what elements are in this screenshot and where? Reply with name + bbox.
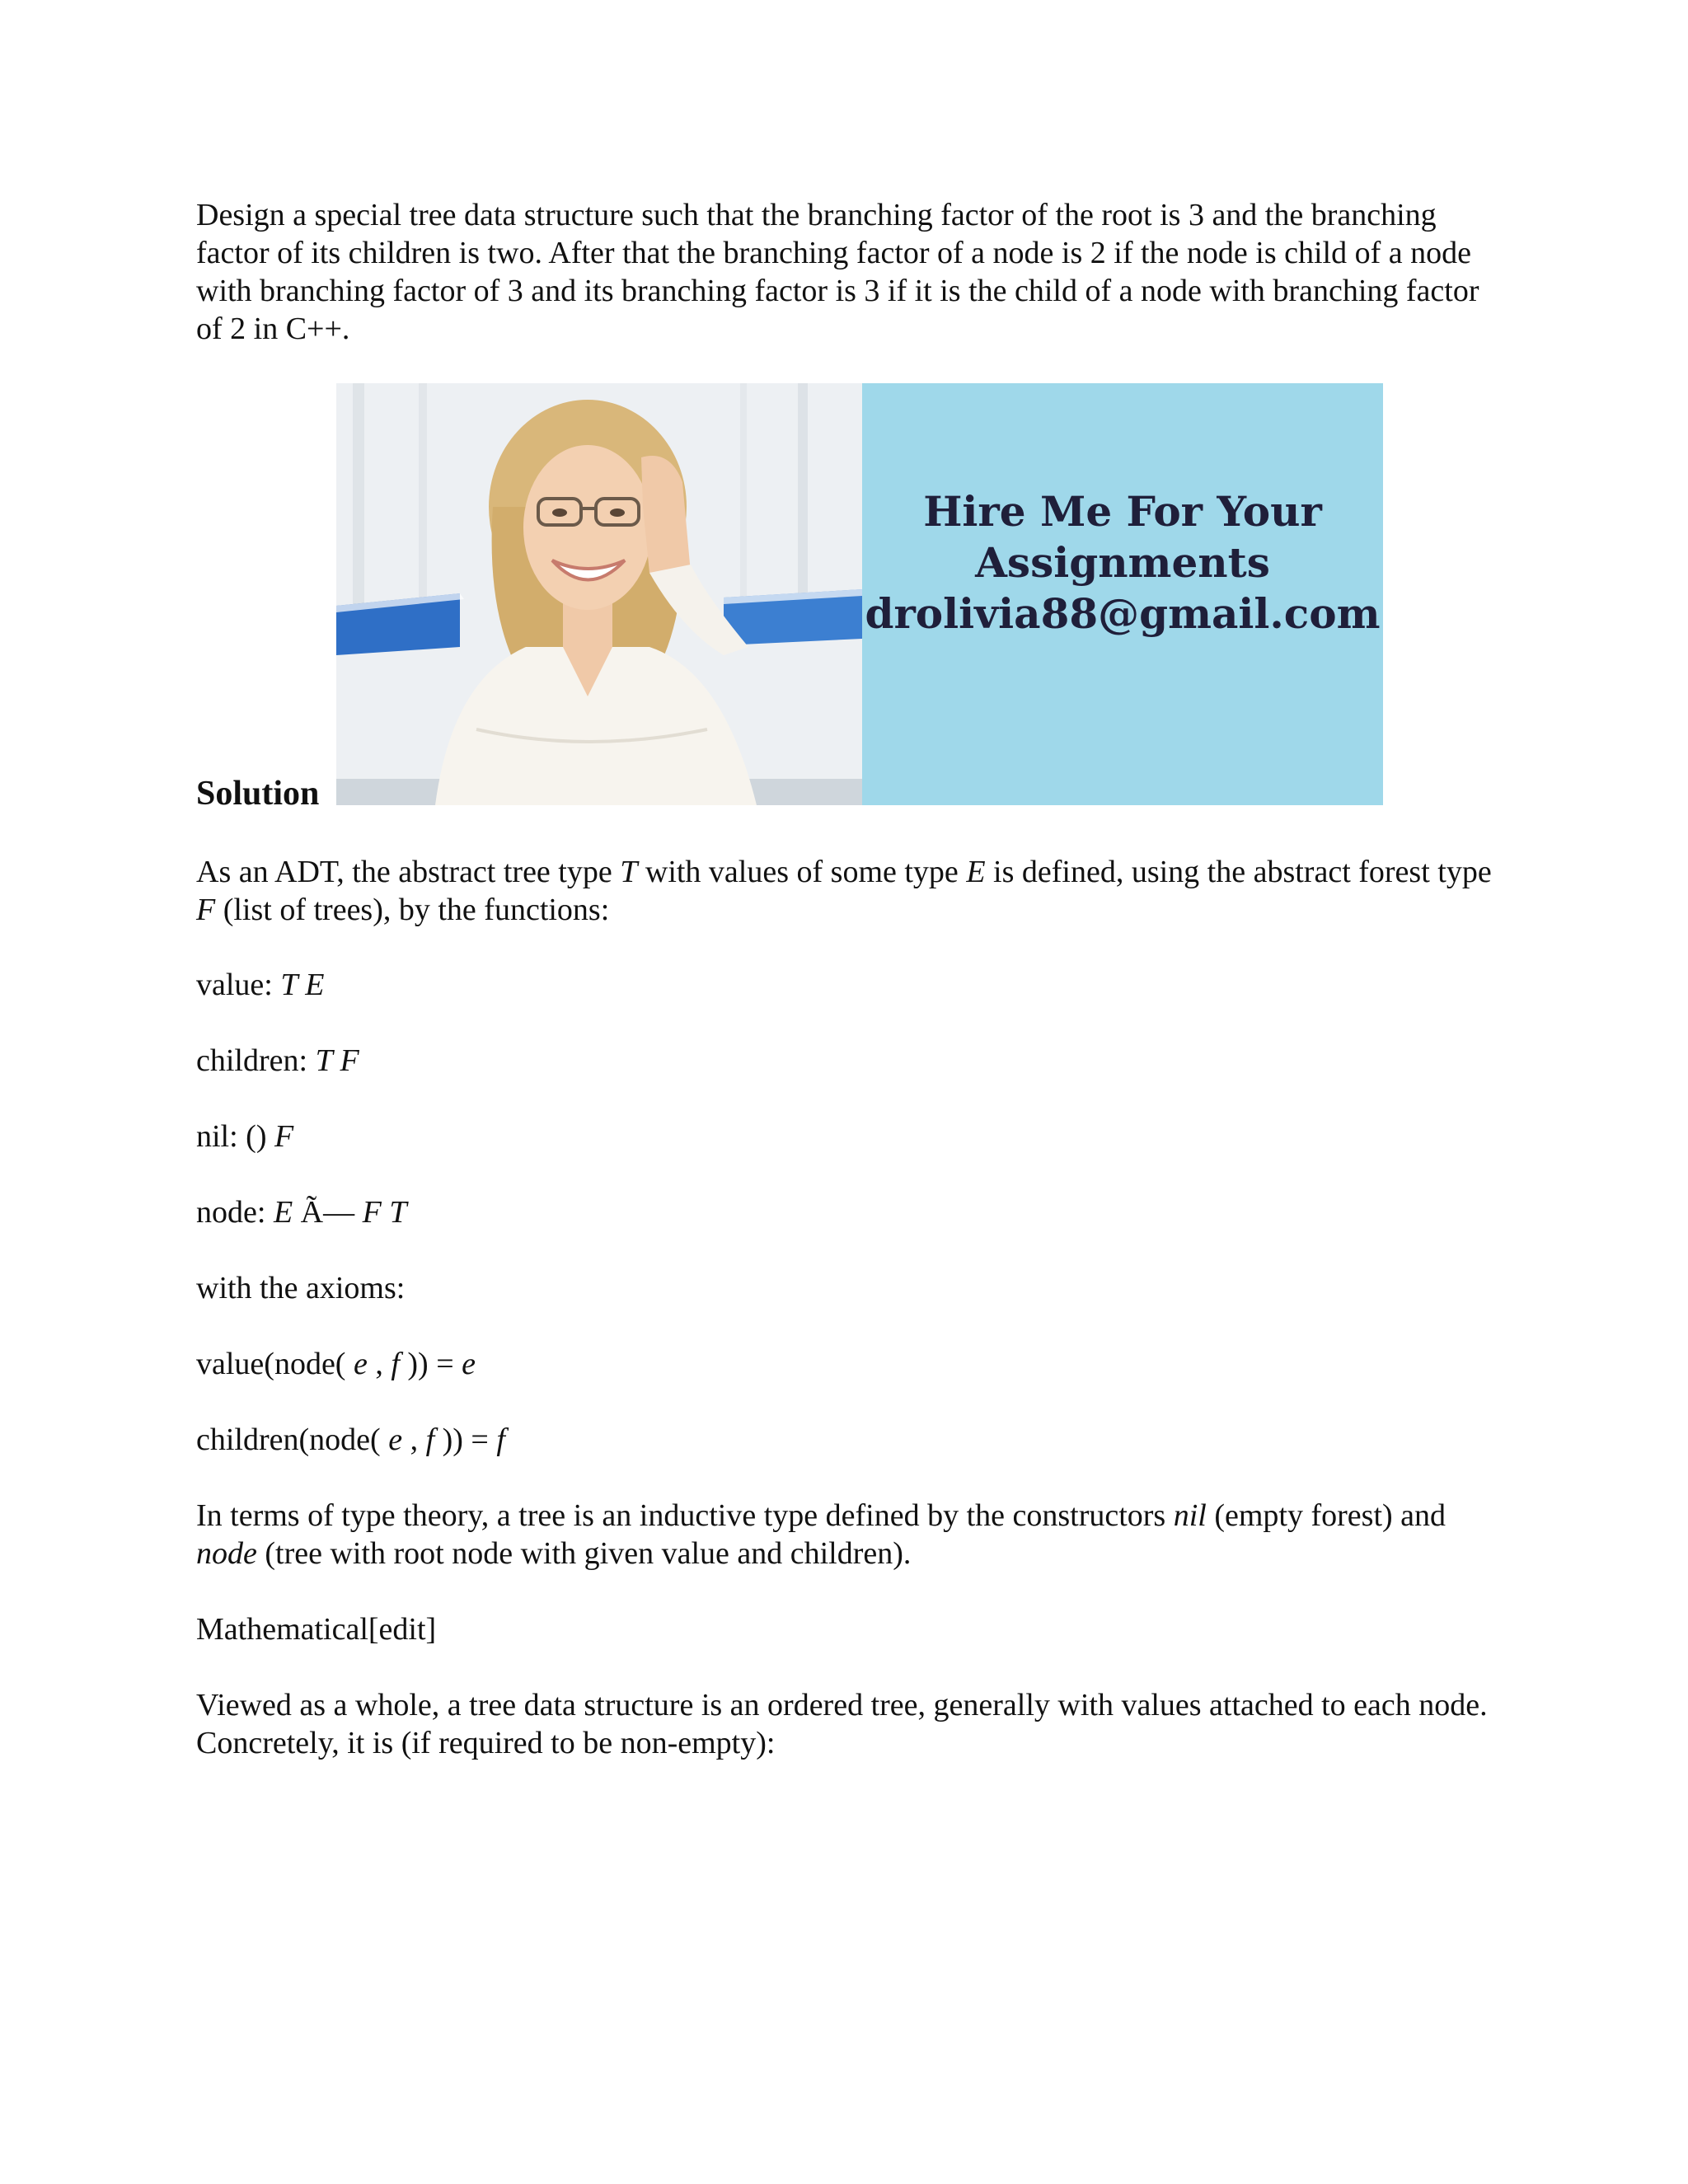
adt-paragraph: As an ADT, the abstract tree type T with values of some type E is defined, using the abstract forest type F (list of trees), by the functions: <box>196 855 1492 927</box>
assignments-line: Assignments <box>975 538 1270 587</box>
axiom-value: value(node( e , f )) = e <box>196 1347 476 1381</box>
solution-heading: Solution <box>196 775 320 813</box>
type-theory-paragraph: In terms of type theory, a tree is an inductive type defined by the constructors nil (empty forest) and node (tree with root node with given value and children). <box>196 1498 1447 1571</box>
section-mathematical: Mathematical[edit] <box>196 1612 437 1647</box>
woman-with-glasses-image <box>336 383 862 805</box>
hire-me-text <box>862 486 1383 640</box>
axioms-intro: with the axioms: <box>196 1271 406 1305</box>
hire-me-line: Hire Me For Your <box>923 487 1322 536</box>
hire-me-panel <box>862 383 1383 805</box>
intro-paragraph: Design a special tree data structure such that the branching factor of the root is 3 and the branching factor of its children is two. After that the branching factor of a node is 2 if the node is child of a node with branching factor of 3 and its branching factor is 3 if it is the child of a node with branching factor of 2 in C++. <box>196 198 1479 346</box>
axiom-children: children(node( e , f )) = f <box>196 1422 505 1457</box>
function-value: value: T E <box>196 968 325 1002</box>
function-nil: nil: () F <box>196 1119 294 1154</box>
function-node: node: E Ã— F T <box>196 1195 407 1230</box>
email-line: drolivia88@gmail.com <box>865 589 1381 638</box>
advert-banner <box>336 383 1383 805</box>
woman-photo <box>336 383 862 805</box>
function-children: children: T F <box>196 1043 359 1078</box>
whole-paragraph: Viewed as a whole, a tree data structure is an ordered tree, generally with values attached to each node. Concretely, it is (if required to be non-empty): <box>196 1688 1488 1760</box>
